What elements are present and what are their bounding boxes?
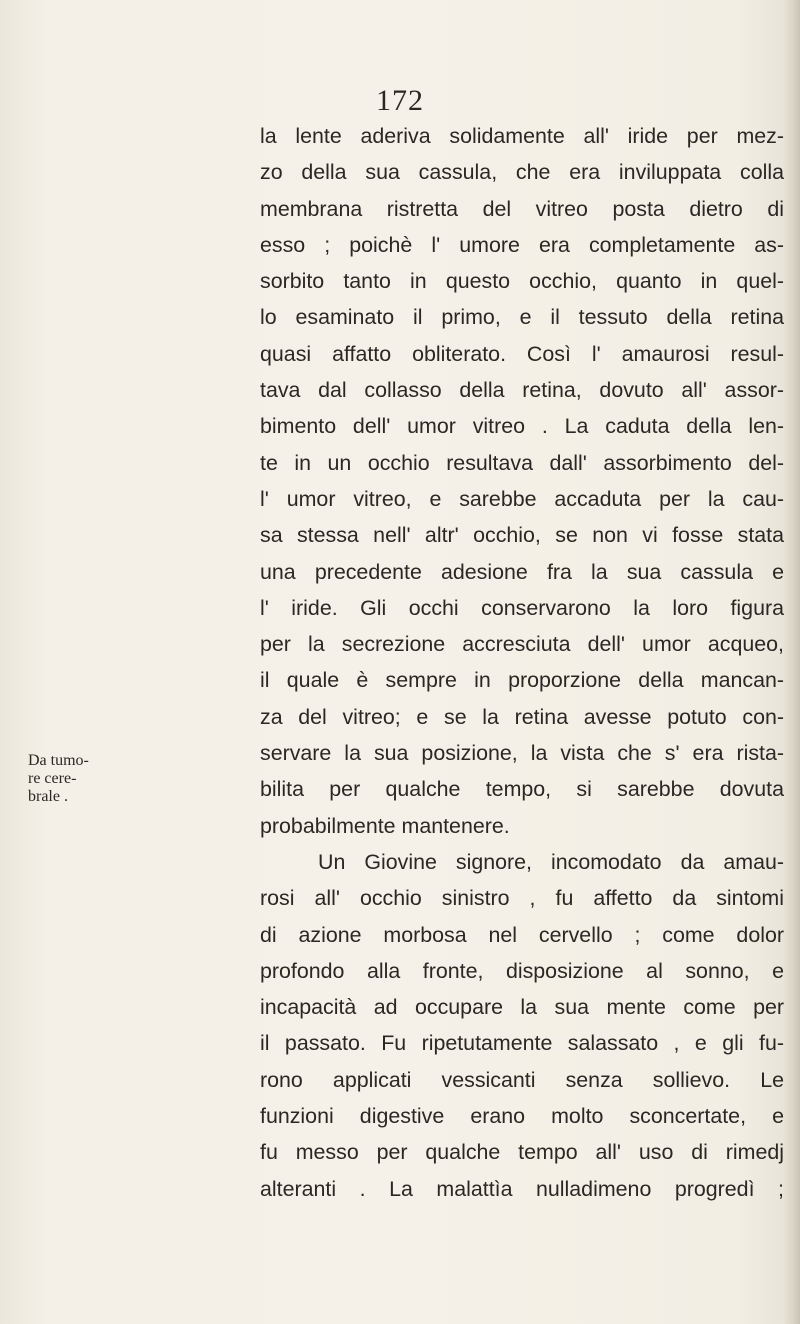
margin-note-line: re cere- bbox=[28, 770, 77, 787]
page-number: 172 bbox=[376, 84, 424, 117]
text-line: bilita per qualche tempo, si sarebbe dovuta bbox=[260, 777, 784, 802]
margin-note bbox=[28, 752, 108, 806]
text-line: sorbito tanto in questo occhio, quanto in quel- bbox=[260, 269, 784, 294]
text-line: funzioni digestive erano molto sconcertate, e bbox=[260, 1104, 784, 1129]
text-line: bimento dell' umor vitreo . La caduta della len- bbox=[260, 414, 784, 439]
text-line: sa stessa nell' altr' occhio, se non vi fosse stata bbox=[260, 523, 784, 548]
page-edge bbox=[784, 0, 800, 1324]
text-line: di azione morbosa nel cervello ; come dolor bbox=[260, 922, 784, 947]
margin-note-line: Da tumo- bbox=[28, 752, 89, 769]
text-line: zo della sua cassula, che era inviluppata colla bbox=[260, 160, 784, 185]
text-line: per la secrezione accresciuta dell' umor acqueo, bbox=[260, 632, 784, 657]
text-line: tava dal collasso della retina, dovuto all' assor- bbox=[260, 378, 784, 403]
margin-note-line: brale . bbox=[28, 788, 68, 805]
text-line: il quale è sempre in proporzione della mancan- bbox=[260, 668, 784, 693]
text-line: probabilmente mantenere. bbox=[260, 813, 510, 838]
text-line: la lente aderiva solidamente all' iride per mez- bbox=[260, 124, 784, 148]
text-line: esso ; poichè l' umore era completamente as- bbox=[260, 232, 784, 257]
body-text bbox=[260, 118, 784, 1207]
text-line: servare la sua posizione, la vista che s' era rista- bbox=[260, 741, 784, 766]
text-line: rono applicati vessicanti senza sollievo. Le bbox=[260, 1067, 784, 1092]
text-line: membrana ristretta del vitreo posta dietro di bbox=[260, 196, 784, 221]
text-line: rosi all' occhio sinistro , fu affetto da sintomi bbox=[260, 886, 784, 911]
text-line: l' iride. Gli occhi conservarono la loro figura bbox=[260, 595, 784, 620]
text-line: incapacità ad occupare la sua mente come per bbox=[260, 995, 784, 1020]
text-line: za del vitreo; e se la retina avesse potuto con- bbox=[260, 704, 784, 729]
text-line: una precedente adesione fra la sua cassula e bbox=[260, 559, 784, 584]
text-line: Un Giovine signore, incomodato da amau- bbox=[318, 849, 784, 874]
text-line: l' umor vitreo, e sarebbe accaduta per la cau- bbox=[260, 486, 784, 511]
text-line: te in un occhio resultava dall' assorbimento del- bbox=[260, 450, 784, 475]
text-line: quasi affatto obliterato. Così l' amaurosi resul- bbox=[260, 341, 784, 366]
text-line: il passato. Fu ripetutamente salassato , e gli fu- bbox=[260, 1031, 784, 1056]
text-line: fu messo per qualche tempo all' uso di rimedj bbox=[260, 1140, 784, 1165]
text-line: lo esaminato il primo, e il tessuto della retina bbox=[260, 305, 784, 330]
text-line: alteranti . La malattìa nulladimeno progredì ; bbox=[260, 1176, 784, 1201]
text-line: profondo alla fronte, disposizione al sonno, e bbox=[260, 958, 784, 983]
